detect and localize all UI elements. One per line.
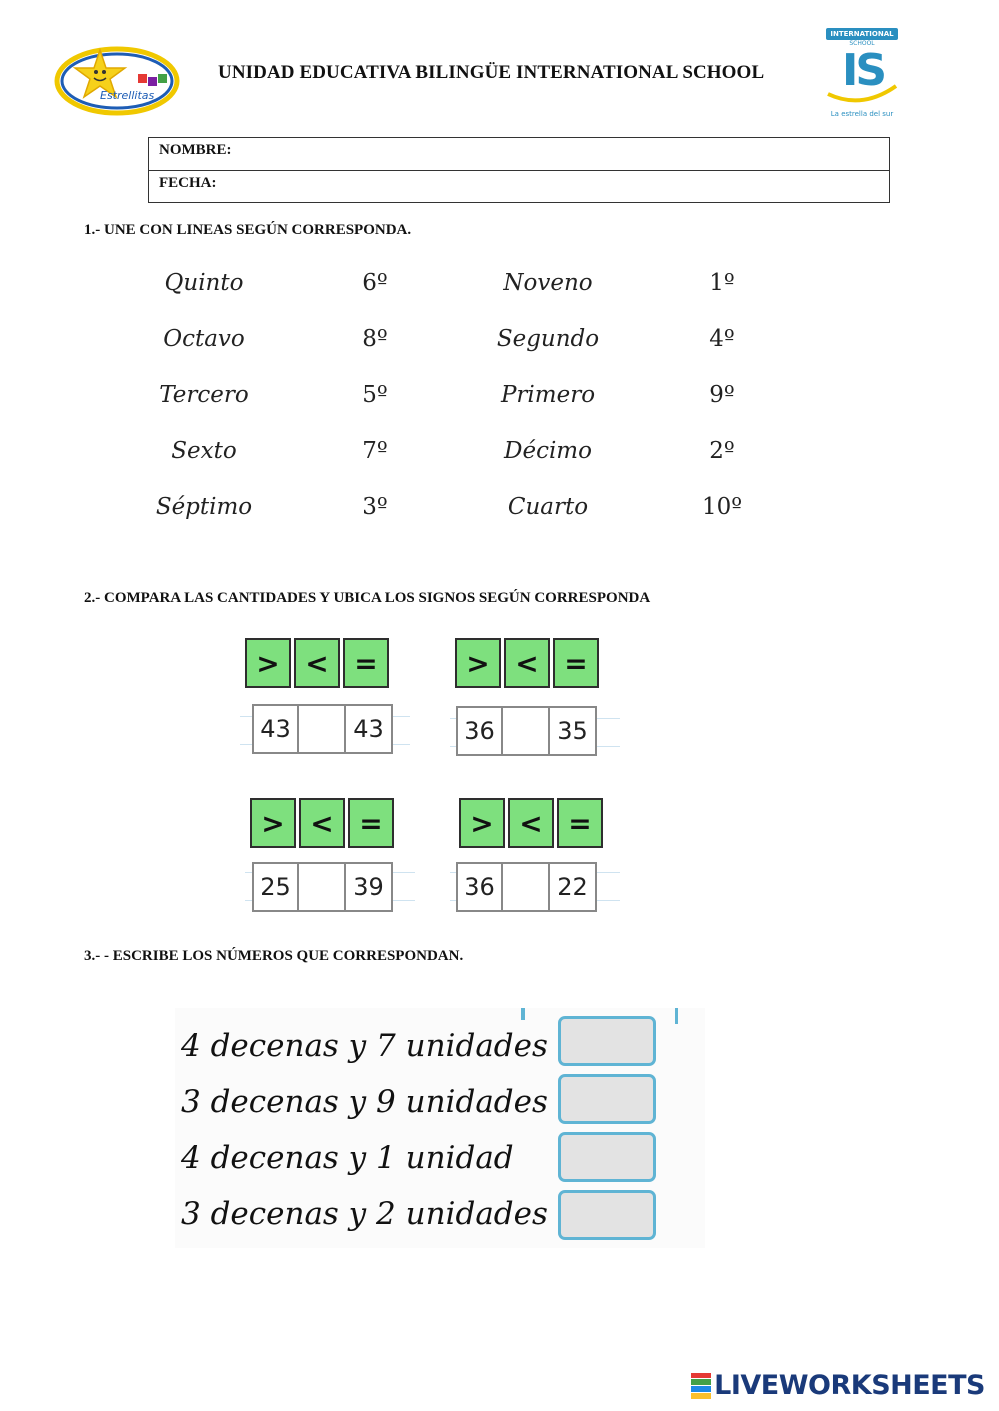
compare-left-number: 36 bbox=[456, 862, 503, 912]
compare-row-4 bbox=[456, 862, 597, 912]
compare-right-number: 43 bbox=[346, 704, 393, 754]
ordinal-word[interactable]: Décimo bbox=[504, 438, 592, 464]
name-label: NOMBRE: bbox=[159, 142, 232, 158]
logo-school-text: SCHOOL bbox=[849, 40, 875, 47]
liveworksheets-brand bbox=[691, 1370, 985, 1401]
ordinal-number[interactable]: 6º bbox=[362, 270, 388, 296]
ordinal-number[interactable]: 10º bbox=[701, 494, 743, 520]
tens-units-prompt: 4 decenas y 7 unidades bbox=[181, 1028, 548, 1064]
ordinal-number[interactable]: 8º bbox=[362, 326, 388, 352]
compare-drop-slot[interactable] bbox=[299, 862, 346, 912]
less-than-sign[interactable]: < bbox=[299, 798, 345, 848]
ordinal-word[interactable]: Primero bbox=[500, 382, 596, 408]
ordinal-number[interactable]: 7º bbox=[362, 438, 388, 464]
logo-banner-text: INTERNATIONAL bbox=[830, 30, 894, 38]
ordinal-word[interactable]: Noveno bbox=[503, 270, 593, 296]
compare-group-3 bbox=[250, 798, 410, 858]
ordinal-number[interactable]: 5º bbox=[362, 382, 388, 408]
ordinal-word[interactable]: Sexto bbox=[171, 438, 237, 464]
compare-row-2 bbox=[456, 706, 597, 756]
compare-left-number: 43 bbox=[252, 704, 299, 754]
compare-drop-slot[interactable] bbox=[299, 704, 346, 754]
greater-than-sign[interactable]: > bbox=[459, 798, 505, 848]
ordinal-word[interactable]: Octavo bbox=[163, 326, 245, 352]
brand-name: LIVEWORKSHEETS bbox=[714, 1370, 985, 1401]
tens-units-exercise bbox=[175, 1008, 705, 1248]
equal-sign[interactable]: = bbox=[557, 798, 603, 848]
estrellitas-logo-text: Estrellitas bbox=[100, 89, 155, 102]
ordinal-word[interactable]: Cuarto bbox=[507, 494, 589, 520]
date-label: FECHA: bbox=[159, 175, 217, 191]
ordinal-number[interactable]: 4º bbox=[709, 326, 735, 352]
greater-than-sign[interactable]: > bbox=[245, 638, 291, 688]
ordinal-word[interactable]: Tercero bbox=[159, 382, 249, 408]
badge-v bbox=[691, 1386, 711, 1392]
logo-tagline: La estrella del sur bbox=[830, 110, 894, 118]
ordinal-matching bbox=[134, 268, 774, 538]
compare-right-number: 35 bbox=[550, 706, 597, 756]
ordinal-number[interactable]: 1º bbox=[709, 270, 735, 296]
tens-units-prompt: 4 decenas y 1 unidad bbox=[181, 1140, 514, 1176]
compare-right-number: 39 bbox=[346, 862, 393, 912]
compare-group-2 bbox=[455, 638, 615, 698]
ordinal-word[interactable]: Quinto bbox=[164, 270, 244, 296]
section1-title: 1.- UNE CON LINEAS SEGÚN CORRESPONDA. bbox=[84, 222, 412, 238]
tens-units-prompt: 3 decenas y 2 unidades bbox=[181, 1196, 548, 1232]
tick-mark bbox=[675, 1008, 678, 1024]
page-title: UNIDAD EDUCATIVA BILINGÜE INTERNATIONAL SCHOOL bbox=[218, 62, 765, 83]
compare-row-1 bbox=[252, 704, 393, 754]
international-school-logo bbox=[824, 24, 900, 122]
less-than-sign[interactable]: < bbox=[504, 638, 550, 688]
answer-box[interactable] bbox=[558, 1190, 656, 1240]
tens-units-prompt: 3 decenas y 9 unidades bbox=[181, 1084, 548, 1120]
less-than-sign[interactable]: < bbox=[508, 798, 554, 848]
ordinal-word[interactable]: Segundo bbox=[496, 326, 600, 352]
answer-box[interactable] bbox=[558, 1132, 656, 1182]
name-field[interactable] bbox=[149, 138, 889, 171]
compare-row-3 bbox=[252, 862, 393, 912]
tick-mark bbox=[521, 1008, 525, 1020]
greater-than-sign[interactable]: > bbox=[250, 798, 296, 848]
badge-i bbox=[691, 1379, 711, 1385]
ordinal-number[interactable]: 9º bbox=[709, 382, 735, 408]
equal-sign[interactable]: = bbox=[553, 638, 599, 688]
section2-title: 2.- COMPARA LAS CANTIDADES Y UBICA LOS SIGNOS SEGÚN CORRESPONDA bbox=[84, 590, 651, 606]
logo-swoosh bbox=[826, 80, 898, 104]
student-info-table bbox=[148, 137, 890, 203]
badge-l bbox=[691, 1373, 711, 1379]
compare-right-number: 22 bbox=[550, 862, 597, 912]
logo-letters: IS bbox=[841, 45, 885, 96]
ordinal-number[interactable]: 3º bbox=[362, 494, 388, 520]
ordinal-word[interactable]: Séptimo bbox=[155, 494, 253, 520]
ordinal-number[interactable]: 2º bbox=[709, 438, 735, 464]
compare-drop-slot[interactable] bbox=[503, 706, 550, 756]
compare-left-number: 25 bbox=[252, 862, 299, 912]
date-field[interactable] bbox=[149, 171, 889, 204]
compare-drop-slot[interactable] bbox=[503, 862, 550, 912]
estrellitas-logo bbox=[52, 36, 182, 120]
answer-box[interactable] bbox=[558, 1074, 656, 1124]
equal-sign[interactable]: = bbox=[343, 638, 389, 688]
less-than-sign[interactable]: < bbox=[294, 638, 340, 688]
compare-left-number: 36 bbox=[456, 706, 503, 756]
badge-e bbox=[691, 1393, 711, 1399]
equal-sign[interactable]: = bbox=[348, 798, 394, 848]
section3-title: 3.- - ESCRIBE LOS NÚMEROS QUE CORRESPONDAN. bbox=[84, 948, 464, 964]
live-badge bbox=[691, 1373, 711, 1399]
answer-box[interactable] bbox=[558, 1016, 656, 1066]
compare-group-4 bbox=[459, 798, 619, 858]
greater-than-sign[interactable]: > bbox=[455, 638, 501, 688]
